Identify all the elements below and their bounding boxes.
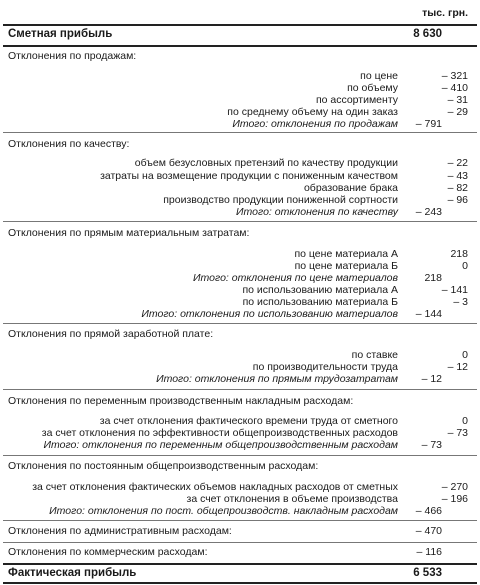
item-value: – 22 <box>447 157 468 169</box>
item-value: – 82 <box>447 182 468 194</box>
actual-profit-label: Фактическая прибыль <box>8 567 137 579</box>
commercial-value: – 116 <box>416 546 442 558</box>
subtotal-row <box>0 439 480 452</box>
item-label: по производительности труда <box>252 361 398 373</box>
item-label: по использованию материала Б <box>242 296 398 308</box>
item-value: – 270 <box>441 481 468 493</box>
item-label: за счет отклонения в объеме производства <box>186 493 398 505</box>
section-title <box>0 138 480 151</box>
subtotal-value: – 12 <box>421 373 442 385</box>
subtotal-value: – 243 <box>415 206 442 218</box>
item-value: – 141 <box>441 284 468 296</box>
admin-title: Отклонения по административным расходам: <box>8 525 232 537</box>
subtotal-label: Итого: отклонения по прямым трудозатратам <box>156 373 398 385</box>
divider <box>3 132 477 133</box>
subtotal-label: Итого: отклонения по использованию материалов <box>141 308 398 320</box>
section-title <box>0 227 480 240</box>
item-label: по ставке <box>351 349 398 361</box>
budget-profit-value: 8 630 <box>413 28 442 40</box>
budget-profit-label: Сметная прибыль <box>8 28 113 40</box>
budget-profit-row <box>0 28 480 41</box>
item-label: по объему <box>347 82 398 94</box>
fixed-overhead-title: Отклонения по постоянным общепроизводственным расходам: <box>8 460 319 472</box>
divider <box>3 323 477 324</box>
subtotal-value: – 791 <box>415 118 442 130</box>
item-label: образование брака <box>303 182 398 194</box>
admin-value: – 470 <box>415 525 442 537</box>
line-item <box>0 157 480 170</box>
divider <box>3 542 477 543</box>
materials-title: Отклонения по прямым материальным затратам: <box>8 227 250 239</box>
item-value: – 43 <box>447 170 468 182</box>
subtotal-row <box>0 118 480 131</box>
subtotal-value: – 466 <box>415 505 442 517</box>
item-label: за счет отклонения фактических объемов накладных расходов от сметных <box>32 481 398 493</box>
section-title <box>0 50 480 63</box>
subtotal-label: Итого: отклонения по качеству <box>236 206 398 218</box>
section-title <box>0 395 480 408</box>
section-title <box>0 460 480 473</box>
commercial-row <box>0 546 480 559</box>
item-value: – 73 <box>447 427 468 439</box>
subtotal-label: Итого: отклонения по продажам <box>232 118 398 130</box>
divider <box>3 24 477 26</box>
subtotal-row <box>0 308 480 321</box>
subtotal-row <box>0 505 480 518</box>
item-label: по использованию материала А <box>242 284 398 296</box>
actual-profit-value: 6 533 <box>413 567 442 579</box>
item-label: объем безусловных претензий по качеству продукции <box>134 157 398 169</box>
subtotal-row <box>0 373 480 386</box>
divider <box>3 520 477 521</box>
item-value: 218 <box>450 248 468 260</box>
subtotal-value: – 144 <box>415 308 442 320</box>
item-value: – 3 <box>453 296 468 308</box>
divider <box>3 389 477 390</box>
subtotal-row <box>0 206 480 219</box>
sales-title: Отклонения по продажам: <box>8 50 137 62</box>
item-label: затраты на возмещение продукции с пониженным качеством <box>100 170 398 182</box>
item-label: за счет отклонения по эффективности общепроизводственных расходов <box>41 427 398 439</box>
item-value: – 12 <box>447 361 468 373</box>
item-value: – 29 <box>447 106 468 118</box>
item-value: 0 <box>462 415 468 427</box>
item-value: – 410 <box>441 82 468 94</box>
item-value: – 196 <box>441 493 468 505</box>
subtotal-value: 218 <box>424 272 442 284</box>
item-label: за счет отклонения фактического времени труда от сметного <box>99 415 398 427</box>
item-label: по ассортименту <box>315 94 398 106</box>
item-value: – 31 <box>447 94 468 106</box>
actual-profit-row <box>0 567 480 580</box>
item-label: производство продукции пониженной сортности <box>163 194 398 206</box>
subtotal-label: Итого: отклонения по переменным общепроизводственным расходам <box>43 439 398 451</box>
labor-title: Отклонения по прямой заработной плате: <box>8 328 214 340</box>
subtotal-label: Итого: отклонения по пост. общепроизводств. накладным расходам <box>49 505 398 517</box>
divider <box>3 45 477 47</box>
section-title <box>0 328 480 341</box>
item-value: – 321 <box>441 70 468 82</box>
commercial-title: Отклонения по коммерческим расходам: <box>8 546 208 558</box>
item-value: – 96 <box>447 194 468 206</box>
item-label: по цене материала Б <box>294 260 398 272</box>
item-label: по среднему объему на один заказ <box>227 106 398 118</box>
item-value: 0 <box>462 260 468 272</box>
item-value: 0 <box>462 349 468 361</box>
subtotal-value: – 73 <box>421 439 442 451</box>
divider <box>3 455 477 456</box>
subtotal-label: Итого: отклонения по цене материалов <box>193 272 398 284</box>
divider <box>3 563 477 565</box>
unit-header: тыс. грн. <box>422 7 468 19</box>
divider <box>3 221 477 222</box>
item-label: по цене материала А <box>294 248 398 260</box>
quality-title: Отклонения по качеству: <box>8 138 130 150</box>
item-label: по цене <box>360 70 398 82</box>
admin-row <box>0 525 480 538</box>
divider <box>3 582 477 584</box>
variable-overhead-title: Отклонения по переменным производственным накладным расходам: <box>8 395 354 407</box>
